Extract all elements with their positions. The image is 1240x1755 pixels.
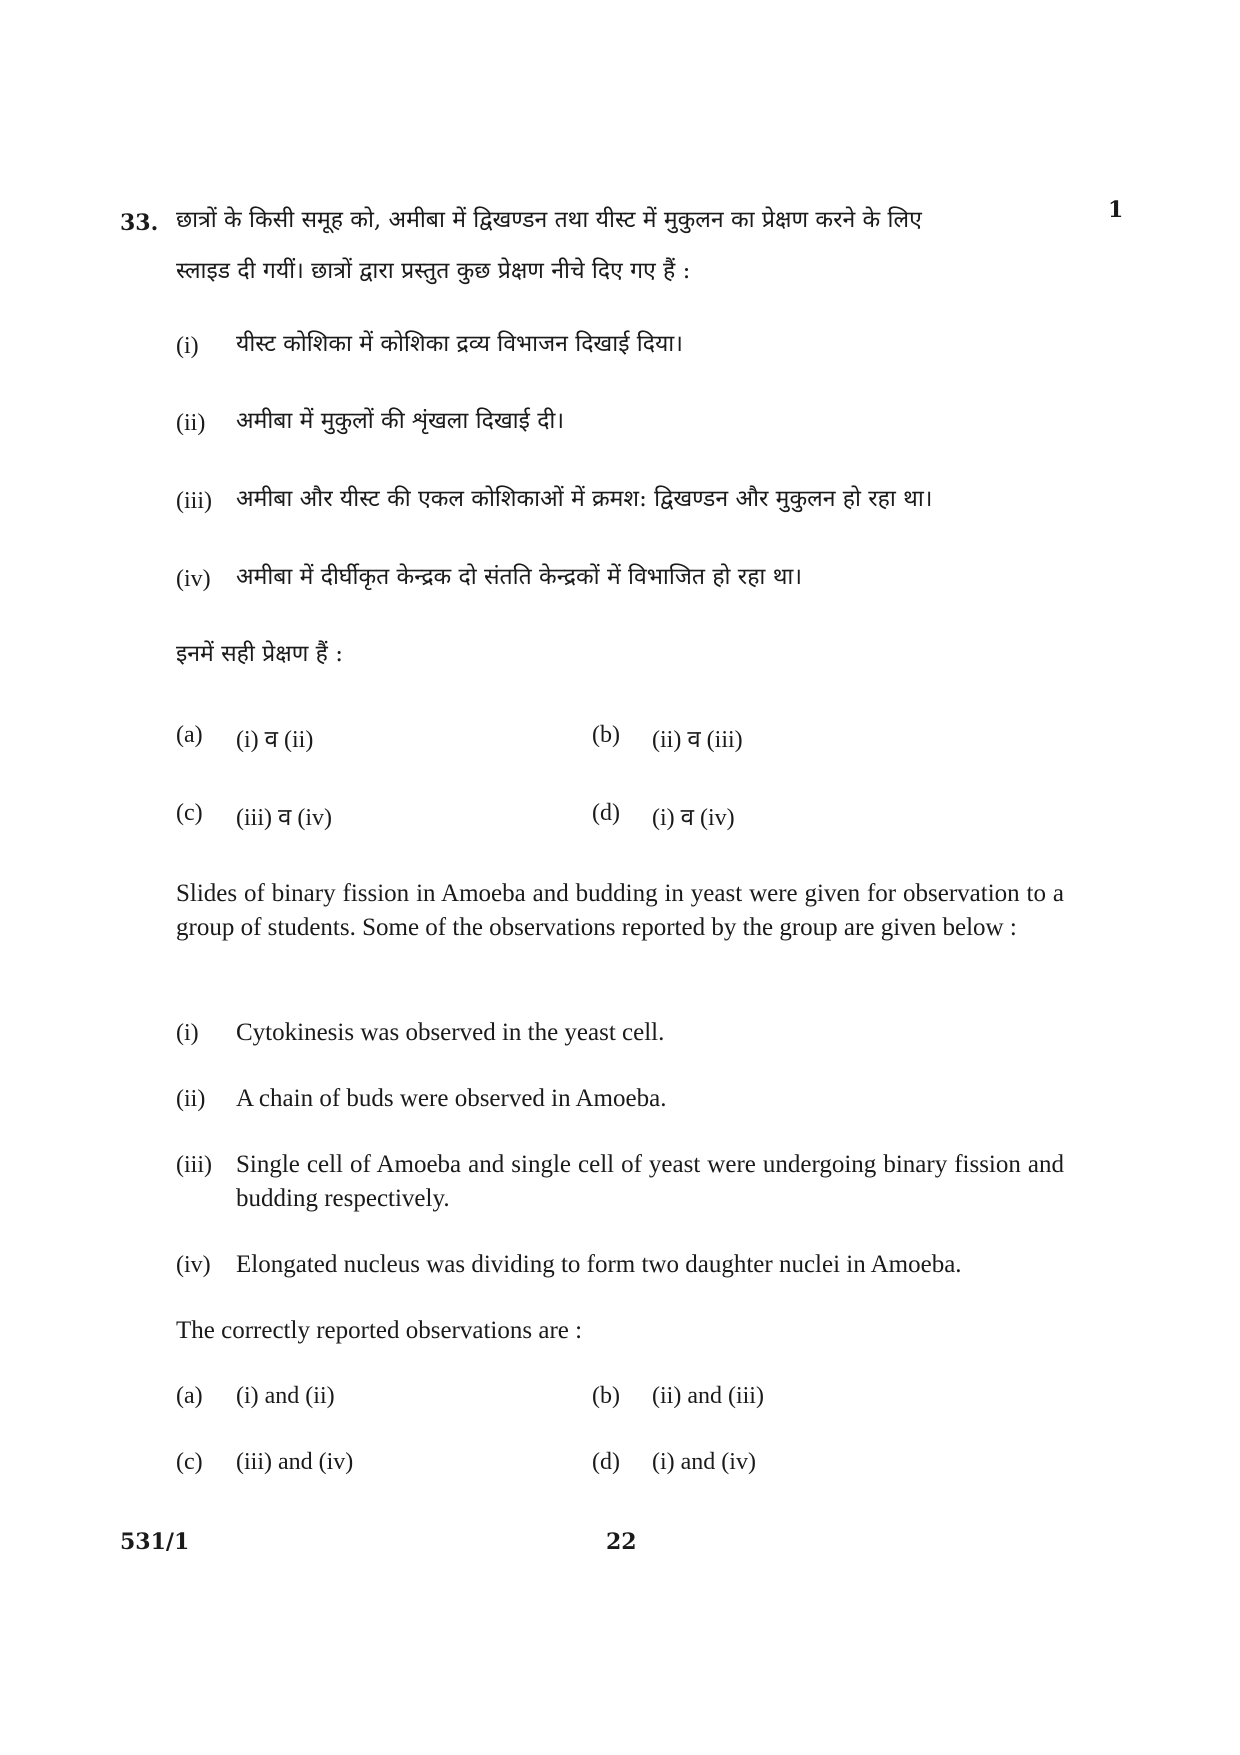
english-observation-text: Elongated nucleus was dividing to form two daughter nuclei in Amoeba.	[236, 1251, 962, 1278]
english-observation-label: (iv)	[176, 1252, 211, 1278]
hindi-option-label: (b)	[592, 722, 620, 748]
english-prompt: The correctly reported observations are :	[176, 1317, 583, 1344]
hindi-observation-label: (iv)	[176, 566, 211, 592]
hindi-observation-text: यीस्ट कोशिका में कोशिका द्रव्य विभाजन दिखाई दिया।	[236, 331, 683, 357]
hindi-option-label: (d)	[592, 800, 620, 826]
english-option-text: (i) and (ii)	[236, 1383, 335, 1409]
question-marks: 1	[1108, 197, 1124, 223]
english-observation-label: (i)	[176, 1020, 199, 1046]
english-stem: Slides of binary fission in Amoeba and budding in yeast were given for observation to a group of students. Some of the observations reported by the group are given below :	[176, 880, 1064, 941]
hindi-option-label: (a)	[176, 722, 203, 748]
english-option-label: (c)	[176, 1449, 203, 1475]
hindi-option-text: (i) व (iv)	[652, 805, 735, 831]
hindi-observation-label: (i)	[176, 333, 199, 359]
english-observation-text: Single cell of Amoeba and single cell of yeast were undergoing binary fission and budding respectively.	[236, 1151, 1064, 1212]
english-observation-text: Cytokinesis was observed in the yeast cell.	[236, 1019, 665, 1046]
hindi-prompt: इनमें सही प्रेक्षण हैं :	[176, 641, 343, 667]
english-option-text: (i) and (iv)	[652, 1449, 756, 1475]
page-number: 22	[606, 1529, 637, 1555]
english-observation-label: (iii)	[176, 1152, 212, 1178]
hindi-option-text: (ii) व (iii)	[652, 727, 743, 753]
english-observation-label: (ii)	[176, 1086, 206, 1112]
hindi-option-label: (c)	[176, 800, 203, 826]
hindi-option-text: (i) व (ii)	[236, 727, 314, 753]
paper-code: 531/1	[120, 1529, 190, 1555]
english-option-text: (ii) and (iii)	[652, 1383, 764, 1409]
hindi-observation-text: अमीबा में दीर्घीकृत केन्द्रक दो संतति केन्द्रकों में विभाजित हो रहा था।	[236, 564, 803, 590]
hindi-stem-line-1: छात्रों के किसी समूह को, अमीबा में द्विखण्डन तथा यीस्ट में मुकुलन का प्रेक्षण करने के लिए	[176, 207, 922, 233]
hindi-observation-text: अमीबा में मुकुलों की शृंखला दिखाई दी।	[236, 408, 565, 434]
hindi-stem-line-2: स्लाइड दी गयीं। छात्रों द्वारा प्रस्तुत कुछ प्रेक्षण नीचे दिए गए हैं :	[176, 258, 691, 284]
english-option-text: (iii) and (iv)	[236, 1449, 354, 1475]
hindi-option-text: (iii) व (iv)	[236, 805, 332, 831]
english-option-label: (b)	[592, 1383, 620, 1409]
hindi-observation-label: (iii)	[176, 488, 212, 514]
english-observation-text: A chain of buds were observed in Amoeba.	[236, 1085, 667, 1112]
english-option-label: (d)	[592, 1449, 620, 1475]
english-option-label: (a)	[176, 1383, 203, 1409]
hindi-observation-text: अमीबा और यीस्ट की एकल कोशिकाओं में क्रमश: द्विखण्डन और मुकुलन हो रहा था।	[236, 486, 933, 512]
question-number: 33.	[120, 210, 159, 236]
hindi-observation-label: (ii)	[176, 410, 206, 436]
